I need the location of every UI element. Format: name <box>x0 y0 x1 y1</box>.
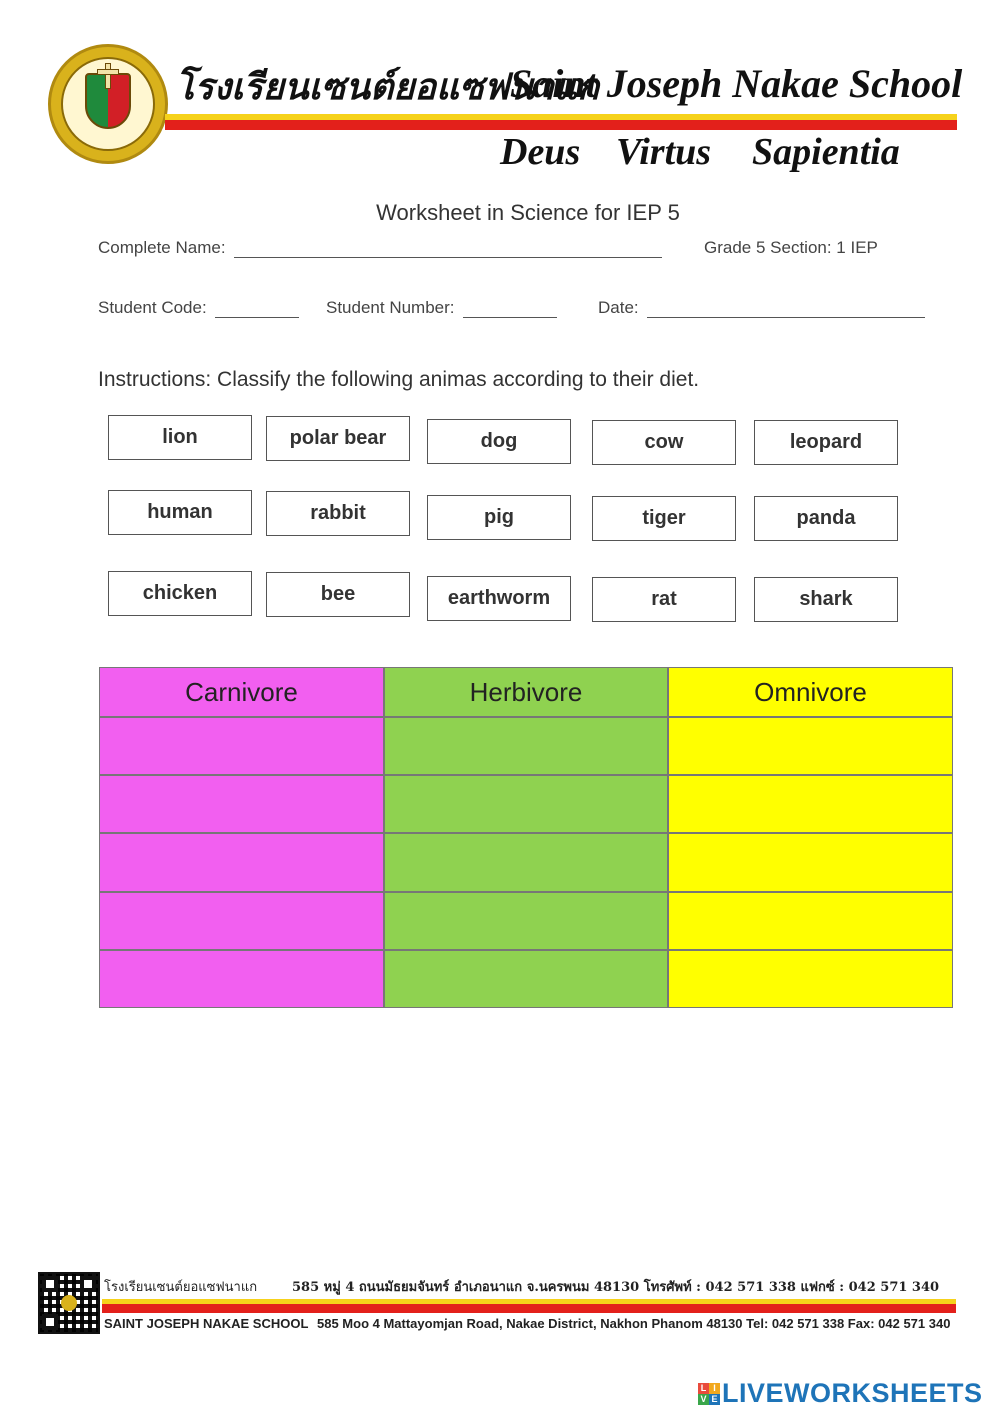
qr-code-icon <box>38 1272 100 1334</box>
carnivore-drop-cell[interactable] <box>99 833 384 891</box>
badge-letter: V <box>698 1394 709 1405</box>
animal-card[interactable]: rat <box>592 577 736 622</box>
liveworksheets-brand[interactable]: LIVEWORKSHEETS <box>722 1378 983 1408</box>
carnivore-drop-cell[interactable] <box>99 950 384 1008</box>
worksheet-title: Worksheet in Science for IEP 5 <box>376 200 680 225</box>
motto-word: Virtus <box>616 131 712 173</box>
herbivore-drop-cell[interactable] <box>384 950 668 1008</box>
carnivore-drop-cell[interactable] <box>99 892 384 950</box>
herbivore-header: Herbivore <box>384 667 668 717</box>
animal-card[interactable]: dog <box>427 419 571 464</box>
footer-address-english: 585 Moo 4 Mattayomjan Road, Nakae District, Nakhon Phanom 48130 Tel: 042 571 338 Fax: 042 571 340 <box>317 1316 951 1331</box>
badge-letter: L <box>698 1383 709 1394</box>
student-code-row <box>98 298 299 318</box>
qr-finder <box>80 1276 96 1292</box>
grade-section: Grade 5 Section: 1 IEP <box>704 238 878 257</box>
animal-card[interactable]: chicken <box>108 571 252 616</box>
herbivore-drop-cell[interactable] <box>384 717 668 775</box>
date-field[interactable] <box>647 300 925 318</box>
qr-finder <box>42 1314 58 1330</box>
herbivore-drop-cell[interactable] <box>384 775 668 833</box>
school-name-thai: โรงเรียนเซนต์ยอแซฟนาแก <box>175 66 599 108</box>
herbivore-drop-cell[interactable] <box>384 833 668 891</box>
badge-letter: E <box>709 1394 720 1405</box>
carnivore-header: Carnivore <box>99 667 384 717</box>
student-number-row <box>326 298 557 318</box>
header-band-red <box>165 120 957 130</box>
footer-school-name-thai: โรงเรียนเซนต์ยอแซฟนาแก <box>104 1280 258 1295</box>
school-name-english: Saint Joseph Nakae School <box>510 61 963 106</box>
footer-school-name-english: SAINT JOSEPH NAKAE SCHOOL <box>104 1316 309 1331</box>
animal-card[interactable]: earthworm <box>427 576 571 621</box>
motto-word: Deus <box>500 131 581 173</box>
omnivore-drop-cell[interactable] <box>668 717 953 775</box>
student-number-label: Student Number: <box>326 298 455 317</box>
student-code-label: Student Code: <box>98 298 207 317</box>
carnivore-drop-cell[interactable] <box>99 717 384 775</box>
logo-cross-bar <box>97 69 119 75</box>
footer-band-red <box>102 1304 956 1313</box>
complete-name-field[interactable] <box>234 240 662 258</box>
date-row <box>598 298 925 318</box>
omnivore-header: Omnivore <box>668 667 953 717</box>
omnivore-drop-cell[interactable] <box>668 950 953 1008</box>
animal-card[interactable]: pig <box>427 495 571 540</box>
herbivore-drop-cell[interactable] <box>384 892 668 950</box>
diet-table <box>99 667 953 1008</box>
school-logo <box>48 44 168 164</box>
animal-card[interactable]: tiger <box>592 496 736 541</box>
motto-word: Sapientia <box>752 131 900 173</box>
student-code-field[interactable] <box>215 300 299 318</box>
animal-card[interactable]: panda <box>754 496 898 541</box>
complete-name-row <box>98 238 662 258</box>
animal-card[interactable]: polar bear <box>266 416 410 461</box>
instructions: Instructions: Classify the following animas according to their diet. <box>98 368 700 391</box>
liveworksheets-logo-icon <box>698 1383 720 1405</box>
animal-card[interactable]: lion <box>108 415 252 460</box>
qr-logo <box>61 1295 77 1311</box>
footer-address-thai: 585 หมู่ 4 ถนนมัธยมจันทร์ อำเภอนาแก จ.นครพนม 48130 โทรศัพท์ : 042 571 338 แฟกซ์ : 042 571 340 <box>292 1280 940 1295</box>
animal-card[interactable]: cow <box>592 420 736 465</box>
animal-card[interactable]: rabbit <box>266 491 410 536</box>
animal-card[interactable]: shark <box>754 577 898 622</box>
logo-cross-icon <box>105 63 111 89</box>
qr-finder <box>42 1276 58 1292</box>
animal-card[interactable]: bee <box>266 572 410 617</box>
omnivore-drop-cell[interactable] <box>668 892 953 950</box>
omnivore-drop-cell[interactable] <box>668 833 953 891</box>
carnivore-drop-cell[interactable] <box>99 775 384 833</box>
animal-card[interactable]: leopard <box>754 420 898 465</box>
complete-name-label: Complete Name: <box>98 238 226 257</box>
date-label: Date: <box>598 298 639 317</box>
student-number-field[interactable] <box>463 300 557 318</box>
animal-card[interactable]: human <box>108 490 252 535</box>
omnivore-drop-cell[interactable] <box>668 775 953 833</box>
badge-letter: I <box>709 1383 720 1394</box>
